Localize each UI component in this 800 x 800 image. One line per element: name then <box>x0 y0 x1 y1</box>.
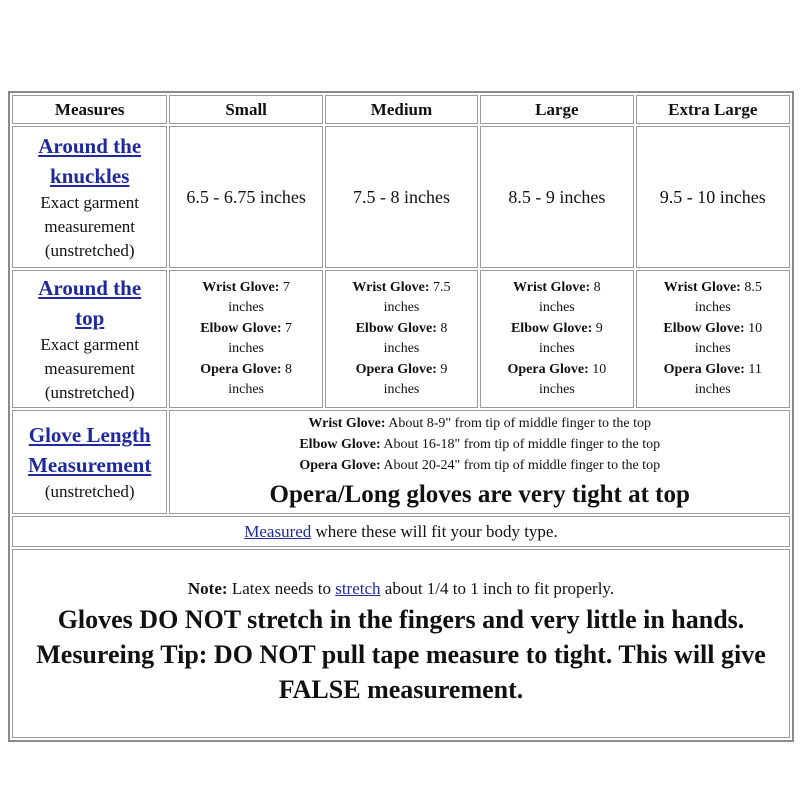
around-knuckles-link[interactable] <box>15 131 164 191</box>
measuring-tip: Mesureing Tip: DO NOT pull tape measure to tight. This will give FALSE measurement. <box>36 640 766 704</box>
wrist-label: Wrist Glove: <box>513 279 591 295</box>
top-extra-large <box>636 270 790 408</box>
top-medium <box>325 270 478 408</box>
top-title-line1: Around the <box>38 276 142 300</box>
measured-row <box>12 516 790 547</box>
opera-label: Opera Glove: <box>200 361 282 377</box>
header-extra-large: Extra Large <box>636 95 790 124</box>
note-text-2: about 1/4 to 1 inch to fit properly. <box>380 579 615 598</box>
elbow-unit: inches <box>228 341 264 356</box>
length-title-line1: Glove Length <box>28 423 151 447</box>
length-elbow-text: About 16-18" from tip of middle finger to the top <box>380 436 661 452</box>
length-title-line2: Measurement <box>28 453 152 477</box>
elbow-label: Elbow Glove: <box>510 320 593 336</box>
length-opera-label: Opera Glove: <box>299 457 381 473</box>
knuckles-row <box>12 126 790 268</box>
notes-cell <box>12 549 790 738</box>
top-desc-line1: Exact garment <box>40 335 140 354</box>
top-title-line2: top <box>75 306 105 330</box>
wrist-value: 8 <box>590 279 601 295</box>
wrist-unit: inches <box>228 300 264 315</box>
opera-unit: inches <box>383 382 420 397</box>
glove-length-link[interactable] <box>15 420 164 480</box>
tight-at-top-note: Opera/Long gloves are very tight at top <box>269 480 690 508</box>
elbow-value: 9 <box>592 320 603 336</box>
note-label: Note: <box>187 579 228 598</box>
opera-value: 11 <box>744 361 762 377</box>
elbow-value: 8 <box>436 320 448 336</box>
measured-text: where these will fit your body type. <box>311 521 558 541</box>
knuckles-label-cell <box>12 126 167 268</box>
elbow-label: Elbow Glove: <box>355 320 437 336</box>
wrist-label: Wrist Glove: <box>202 279 280 295</box>
knuckles-desc-line3: (unstretched) <box>44 241 135 260</box>
latex-note <box>19 576 783 602</box>
wrist-unit: inches <box>694 300 731 315</box>
length-label-cell <box>12 410 167 514</box>
top-small <box>169 270 322 408</box>
size-table <box>10 93 792 740</box>
notes-row <box>12 549 790 738</box>
measured-link[interactable]: Measured <box>244 521 312 541</box>
elbow-unit: inches <box>694 341 731 356</box>
wrist-unit: inches <box>383 300 420 315</box>
wrist-unit: inches <box>538 300 575 315</box>
opera-value: 9 <box>436 361 448 377</box>
knuckles-medium: 7.5 - 8 inches <box>325 126 478 268</box>
elbow-unit: inches <box>383 341 420 356</box>
opera-unit: inches <box>228 382 264 397</box>
size-chart <box>8 91 794 742</box>
measured-cell <box>12 516 790 547</box>
top-label-cell <box>12 270 167 408</box>
elbow-value: 7 <box>281 320 292 336</box>
opera-label: Opera Glove: <box>355 361 437 377</box>
fingers-warning: Gloves DO NOT stretch in the fingers and very little in hands. <box>57 605 745 634</box>
elbow-value: 10 <box>744 320 763 336</box>
wrist-value: 7 <box>279 279 290 295</box>
length-wrist-text: About 8-9" from tip of middle finger to the top <box>385 415 651 431</box>
length-wrist-label: Wrist Glove: <box>308 415 386 431</box>
length-elbow-label: Elbow Glove: <box>299 436 381 452</box>
knuckles-extra-large: 9.5 - 10 inches <box>636 126 790 268</box>
elbow-unit: inches <box>538 341 575 356</box>
wrist-label: Wrist Glove: <box>663 279 741 295</box>
knuckles-desc-line1: Exact garment <box>40 193 140 212</box>
length-desc: (unstretched) <box>44 482 135 501</box>
around-top-link[interactable] <box>15 273 164 333</box>
top-large <box>480 270 633 408</box>
knuckles-title-line2: knuckles <box>50 164 130 188</box>
wrist-value: 8.5 <box>740 279 762 295</box>
wrist-label: Wrist Glove: <box>352 279 430 295</box>
wrist-value: 7.5 <box>429 279 451 295</box>
top-row <box>12 270 790 408</box>
top-desc-line2: measurement <box>44 359 136 378</box>
knuckles-small: 6.5 - 6.75 inches <box>169 126 322 268</box>
length-row <box>12 410 790 514</box>
knuckles-large: 8.5 - 9 inches <box>480 126 633 268</box>
opera-label: Opera Glove: <box>507 361 589 377</box>
knuckles-desc-line2: measurement <box>44 217 136 236</box>
opera-unit: inches <box>694 382 731 397</box>
header-medium: Medium <box>325 95 478 124</box>
knuckles-title-line1: Around the <box>38 134 142 158</box>
opera-value: 10 <box>588 361 607 377</box>
note-text-1: Latex needs to <box>227 579 336 598</box>
elbow-label: Elbow Glove: <box>663 320 745 336</box>
header-measures: Measures <box>12 95 167 124</box>
opera-label: Opera Glove: <box>663 361 745 377</box>
opera-value: 8 <box>281 361 292 377</box>
top-desc-line3: (unstretched) <box>44 383 135 402</box>
header-row <box>12 95 790 124</box>
length-opera-text: About 20-24" from tip of middle finger to the top <box>380 457 661 473</box>
header-large: Large <box>480 95 633 124</box>
elbow-label: Elbow Glove: <box>200 320 282 336</box>
header-small: Small <box>169 95 322 124</box>
stretch-link[interactable]: stretch <box>335 579 381 598</box>
length-details <box>169 410 790 514</box>
opera-unit: inches <box>538 382 575 397</box>
